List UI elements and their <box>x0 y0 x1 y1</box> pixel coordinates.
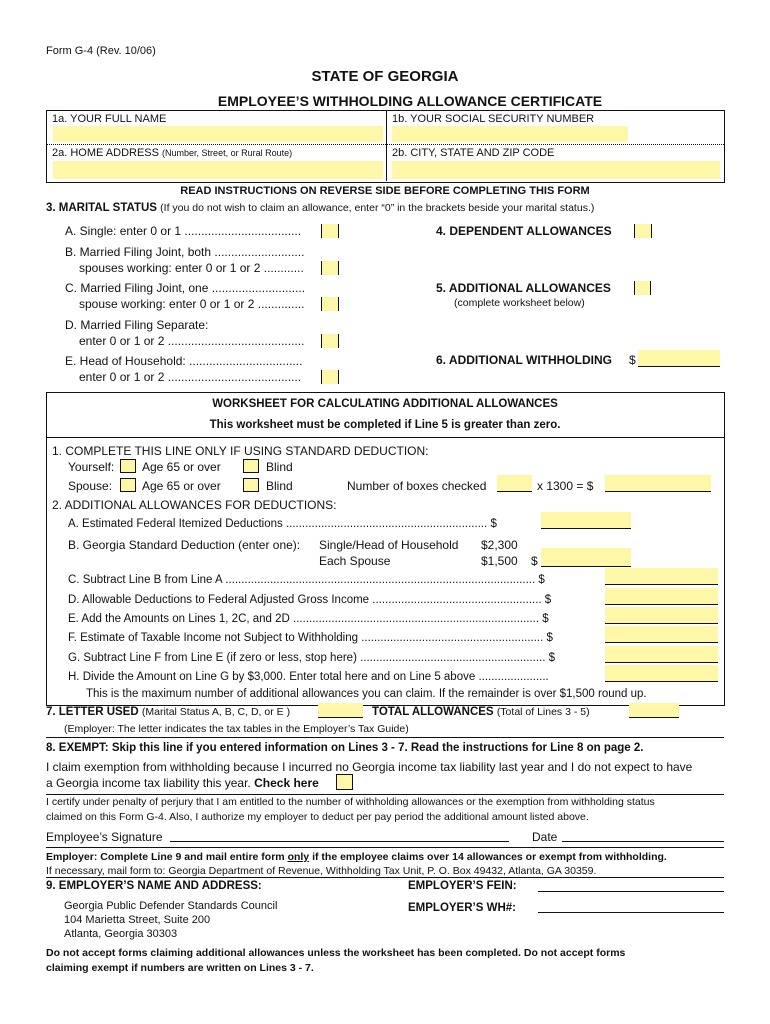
line-b-label: B. Georgia Standard Deduction (enter one): <box>68 538 301 552</box>
marital-d1: D. Married Filing Separate: <box>65 318 209 332</box>
amount-2300: $2,300 <box>481 538 518 552</box>
address-label: 2a. HOME ADDRESS (Number, Street, or Rural Route) <box>52 147 293 159</box>
employer-fein-line[interactable] <box>538 891 724 892</box>
address-input[interactable] <box>53 161 383 179</box>
marital-c1: C. Married Filing Joint, one ............................ <box>65 281 306 295</box>
marital-b-input[interactable] <box>321 261 339 275</box>
single-hoh-label: Single/Head of Household <box>319 538 459 552</box>
page-subtitle: EMPLOYEE’S WITHHOLDING ALLOWANCE CERTIFICATE <box>217 93 603 109</box>
line-c-input[interactable] <box>605 568 718 585</box>
date-label: Date <box>532 830 558 844</box>
marital-d-input[interactable] <box>321 334 339 348</box>
divider <box>46 737 724 738</box>
marital-e1: E. Head of Household: .................................. <box>65 354 303 368</box>
spouse-label: Spouse: <box>68 479 113 493</box>
line-e-label: E. Add the Amounts on Lines 1, 2C, and 2D ............................................................................. $ <box>68 613 549 625</box>
form-id: Form G-4 (Rev. 10/06) <box>46 45 156 57</box>
employer-line2: If necessary, mail form to: Georgia Department of Revenue, Withholding Tax Unit, P. O. Box 49432, Atlanta, GA 30359. <box>46 865 597 877</box>
boxes-checked-input[interactable] <box>497 475 532 492</box>
spouse-blind-label: Blind <box>266 479 293 493</box>
line-f-label: F. Estimate of Taxable Income not Subject to Withholding ......................................................... $ <box>68 632 553 644</box>
worksheet-line2: 2. ADDITIONAL ALLOWANCES FOR DEDUCTIONS: <box>52 498 337 512</box>
total-allowances-input[interactable] <box>629 703 679 718</box>
marital-e2: enter 0 or 1 or 2 ........................................ <box>79 370 302 384</box>
marital-c-input[interactable] <box>321 297 339 311</box>
spouse-age-checkbox[interactable] <box>120 478 136 492</box>
full-name-input[interactable] <box>53 126 383 142</box>
ssn-label: 1b. YOUR SOCIAL SECURITY NUMBER <box>392 113 595 125</box>
line-d-label: D. Allowable Deductions to Federal Adjusted Gross Income ..................................................... $ <box>68 594 552 606</box>
marital-d2: enter 0 or 1 or 2 ......................................... <box>79 334 305 348</box>
divider <box>46 847 724 848</box>
divider <box>46 144 724 145</box>
each-spouse-label: Each Spouse <box>319 554 391 568</box>
marital-b2: spouses working: enter 0 or 1 or 2 ............ <box>79 261 304 275</box>
footer-line2: claiming exempt if numbers are written on Lines 3 - 7. <box>46 962 314 974</box>
line-h-input[interactable] <box>605 665 718 682</box>
letter-used-label: 7. LETTER USED (Marital Status A, B, C, D, or E ) <box>46 706 291 718</box>
line-h-note: This is the maximum number of additional allowances you can claim. If the remainder is over $1,500 round up. <box>86 688 647 700</box>
page-title: STATE OF GEORGIA <box>311 68 459 85</box>
divider <box>46 437 724 438</box>
date-line[interactable] <box>562 841 724 842</box>
marital-b1: B. Married Filing Joint, both ........................... <box>65 245 305 259</box>
exempt-checkbox[interactable] <box>336 774 353 790</box>
exempt-text2: a Georgia income tax liability this year. Check here <box>46 776 319 790</box>
letter-used-input[interactable] <box>318 703 363 718</box>
dependent-allowances-label: 4. DEPENDENT ALLOWANCES <box>436 224 612 238</box>
line-b-input[interactable] <box>541 548 631 567</box>
additional-allowances-input[interactable] <box>634 281 651 295</box>
ssn-input[interactable] <box>392 126 628 142</box>
x1300-label: x 1300 = $ <box>537 479 594 493</box>
line-c-label: C. Subtract Line B from Line A ................................................................................................. $ <box>68 574 545 586</box>
additional-allowances-note: (complete worksheet below) <box>454 297 585 309</box>
line-b-dollar: $ <box>531 554 538 568</box>
spouse-blind-checkbox[interactable] <box>243 478 259 492</box>
line-d-input[interactable] <box>605 588 718 605</box>
yourself-label: Yourself: <box>68 460 115 474</box>
amount-1500: $1,500 <box>481 554 518 568</box>
employer-wh-line[interactable] <box>538 912 724 913</box>
certify-text1: I certify under penalty of perjury that I am entitled to the number of withholding allowances or the exemption from withholding status <box>46 796 655 808</box>
spouse-age-label: Age 65 or over <box>142 479 221 493</box>
line-a-input[interactable] <box>541 512 631 529</box>
exempt-text1: I claim exemption from withholding because I incurred no Georgia income tax liability last year and I do not expect to have <box>46 760 693 774</box>
divider <box>46 877 724 878</box>
additional-withholding-label: 6. ADDITIONAL WITHHOLDING <box>436 353 612 367</box>
marital-a: A. Single: enter 0 or 1 ................................... <box>65 224 302 238</box>
signature-label: Employee’s Signature <box>46 830 163 844</box>
employer-address-3: Atlanta, Georgia 30303 <box>64 928 178 940</box>
yourself-blind-checkbox[interactable] <box>243 459 259 473</box>
city-label: 2b. CITY, STATE AND ZIP CODE <box>392 147 555 159</box>
line-e-input[interactable] <box>605 607 718 624</box>
yourself-blind-label: Blind <box>266 460 293 474</box>
footer-line1: Do not accept forms claiming additional allowances unless the worksheet has been completed. Do not accept forms <box>46 947 626 959</box>
marital-a-input[interactable] <box>321 224 339 238</box>
line-g-label: G. Subtract Line F from Line E (if zero or less, stop here) .......................................................... $ <box>68 652 555 664</box>
line-h-label: H. Divide the Amount on Line G by $3,000. Enter total here and on Line 5 above ...................... <box>68 671 549 683</box>
employer-line1: Employer: Complete Line 9 and mail entire form only if the employee claims over 14 allowances or exempt from withholding. <box>46 851 667 863</box>
line1-amount-input[interactable] <box>605 475 711 492</box>
marital-heading: 3. MARITAL STATUS (If you do not wish to claim an allowance, enter “0” in the brackets beside your marital status.) <box>46 202 595 214</box>
signature-line[interactable] <box>170 841 509 842</box>
boxes-checked-label: Number of boxes checked <box>347 479 487 493</box>
dependent-allowances-input[interactable] <box>634 224 652 238</box>
line-g-input[interactable] <box>605 646 718 663</box>
total-allowances-label: TOTAL ALLOWANCES (Total of Lines 3 - 5) <box>372 706 590 718</box>
additional-withholding-input[interactable] <box>638 350 720 367</box>
exempt-heading: 8. EXEMPT: Skip this line if you entered information on Lines 3 - 7. Read the instructions for Line 8 on page 2. <box>46 742 644 754</box>
worksheet-title: WORKSHEET FOR CALCULATING ADDITIONAL ALLOWANCES <box>212 398 558 410</box>
letter-employer-note: (Employer: The letter indicates the tax tables in the Employer’s Tax Guide) <box>64 723 409 735</box>
employer-address-1: Georgia Public Defender Standards Council <box>64 900 278 912</box>
employer-wh-label: EMPLOYER’S WH#: <box>408 902 516 914</box>
worksheet-subtitle: This worksheet must be completed if Line 5 is greater than zero. <box>209 419 561 431</box>
yourself-age-checkbox[interactable] <box>120 459 136 473</box>
yourself-age-label: Age 65 or over <box>142 460 221 474</box>
line-f-input[interactable] <box>605 626 718 643</box>
marital-e-input[interactable] <box>321 370 339 384</box>
divider <box>46 794 724 795</box>
line-a-label: A. Estimated Federal Itemized Deductions ............................................................... $ <box>68 518 497 530</box>
city-input[interactable] <box>392 161 720 179</box>
employer-name-address-label: 9. EMPLOYER’S NAME AND ADDRESS: <box>46 880 262 892</box>
worksheet-line1: 1. COMPLETE THIS LINE ONLY IF USING STANDARD DEDUCTION: <box>52 444 429 458</box>
certify-text2: claimed on this Form G-4. Also, I authorize my employer to deduct per pay period the additional amount listed above. <box>46 811 589 823</box>
read-instructions: READ INSTRUCTIONS ON REVERSE SIDE BEFORE COMPLETING THIS FORM <box>180 185 590 197</box>
employer-fein-label: EMPLOYER’S FEIN: <box>408 880 517 892</box>
employer-address-2: 104 Marietta Street, Suite 200 <box>64 914 211 926</box>
additional-allowances-label: 5. ADDITIONAL ALLOWANCES <box>436 281 611 295</box>
full-name-label: 1a. YOUR FULL NAME <box>52 113 167 125</box>
additional-withholding-dollar: $ <box>629 353 636 367</box>
divider <box>386 110 387 181</box>
marital-c2: spouse working: enter 0 or 1 or 2 .............. <box>79 297 305 311</box>
